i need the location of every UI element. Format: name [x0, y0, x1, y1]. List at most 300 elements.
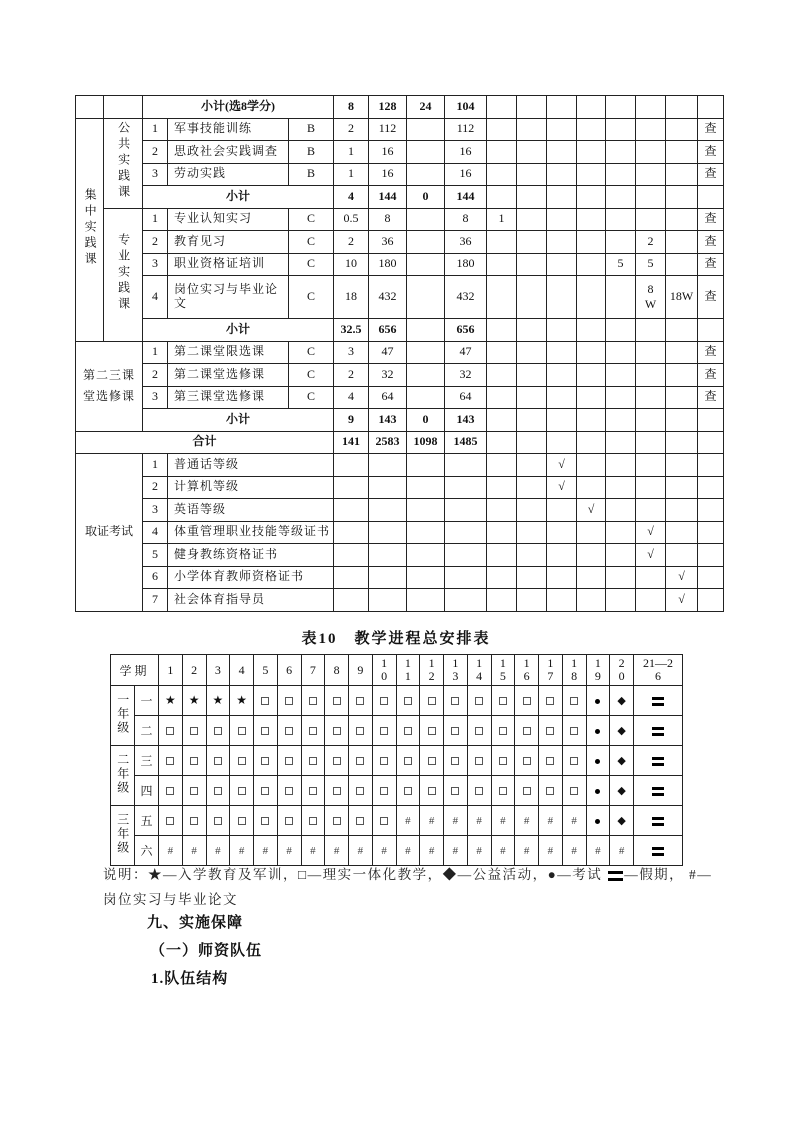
assess-cell: 查	[698, 364, 724, 387]
break-symbol	[652, 727, 664, 736]
box-symbol	[333, 727, 341, 735]
schedule-cell	[254, 746, 278, 776]
table-cell	[636, 186, 666, 209]
assess-cell: 查	[698, 386, 724, 409]
week-column-header: 11	[396, 655, 420, 686]
table-cell	[698, 566, 724, 589]
term-label: 一	[135, 686, 159, 716]
schedule-cell	[420, 746, 444, 776]
table-cell: 4	[334, 186, 369, 209]
schedule-cell	[491, 746, 515, 776]
box-symbol	[166, 757, 174, 765]
table-cell	[636, 208, 666, 231]
schedule-cell	[325, 686, 349, 716]
table-cell	[666, 364, 698, 387]
schedule-cell	[325, 776, 349, 806]
box-symbol	[333, 817, 341, 825]
table-cell: 180	[369, 253, 407, 276]
schedule-cell	[301, 776, 325, 806]
table-cell: 0.5	[334, 208, 369, 231]
schedule-cell	[562, 776, 586, 806]
table-cell	[666, 319, 698, 342]
table-row	[76, 499, 724, 522]
schedule-cell	[396, 806, 420, 836]
table-cell: 36	[369, 231, 407, 254]
table-cell: 2	[334, 118, 369, 141]
schedule-cell	[539, 686, 563, 716]
box-symbol	[404, 727, 412, 735]
table-cell: 小计(选8学分)	[143, 96, 334, 119]
table-cell: 656	[369, 319, 407, 342]
table-cell: 2	[143, 476, 168, 499]
table-cell	[666, 208, 698, 231]
table-cell: 3	[143, 386, 168, 409]
week-column-header: 18	[562, 655, 586, 686]
hash-symbol: #	[500, 815, 506, 827]
table-cell	[698, 431, 724, 454]
teaching-schedule-table	[110, 654, 683, 866]
diamond-symbol: ◆	[617, 785, 626, 797]
semester-corner-label: 学期	[111, 655, 159, 686]
table-cell	[487, 566, 517, 589]
table-cell	[517, 499, 547, 522]
grade-label: 三年级	[111, 806, 135, 866]
table-cell: 10	[334, 253, 369, 276]
table-row	[76, 319, 724, 342]
table-cell	[666, 499, 698, 522]
schedule-cell	[420, 716, 444, 746]
table-cell	[445, 476, 487, 499]
week-column-header: 20	[610, 655, 634, 686]
schedule-cell	[586, 746, 610, 776]
table-row	[76, 521, 724, 544]
schedule-table-head	[111, 655, 683, 686]
table-cell	[577, 431, 606, 454]
schedule-cell	[277, 836, 301, 866]
table-cell	[547, 253, 577, 276]
table-cell: 1	[143, 118, 168, 141]
table-cell	[547, 409, 577, 432]
schedule-cell	[396, 836, 420, 866]
week-column-header: 8	[325, 655, 349, 686]
schedule-cell	[182, 746, 206, 776]
box-symbol	[570, 757, 578, 765]
term-label: 五	[135, 806, 159, 836]
table-cell: 2	[143, 364, 168, 387]
table-cell	[577, 186, 606, 209]
table-cell	[407, 499, 445, 522]
table-cell	[407, 566, 445, 589]
table-cell	[666, 231, 698, 254]
box-symbol	[261, 757, 269, 765]
schedule-cell	[301, 836, 325, 866]
table-cell	[606, 163, 636, 186]
table-cell	[369, 454, 407, 477]
table-cell	[445, 589, 487, 612]
table-cell	[636, 589, 666, 612]
hash-symbol: #	[476, 845, 482, 857]
table-cell	[606, 141, 636, 164]
table-cell: 1	[143, 208, 168, 231]
table-cell: C	[289, 364, 334, 387]
section-heading-faculty: （一）师资队伍	[150, 943, 263, 959]
table-cell	[698, 454, 724, 477]
schedule-cell	[562, 686, 586, 716]
schedule-cell	[159, 686, 183, 716]
table-cell	[606, 276, 636, 319]
table-cell	[606, 499, 636, 522]
table-cell	[606, 231, 636, 254]
table-cell	[487, 521, 517, 544]
table-cell: 8	[369, 208, 407, 231]
schedule-cell	[539, 716, 563, 746]
table-row	[111, 686, 683, 716]
schedule-cell	[277, 746, 301, 776]
schedule-cell	[230, 776, 254, 806]
table-cell	[577, 319, 606, 342]
schedule-cell	[277, 776, 301, 806]
box-symbol	[214, 727, 222, 735]
week-column-header: 10	[372, 655, 396, 686]
week-column-header: 7	[301, 655, 325, 686]
table-cell	[636, 118, 666, 141]
schedule-cell	[301, 686, 325, 716]
table-cell: 656	[445, 319, 487, 342]
schedule-cell	[396, 716, 420, 746]
schedule-cell	[349, 776, 373, 806]
schedule-cell	[206, 776, 230, 806]
schedule-cell	[444, 746, 468, 776]
box-symbol	[356, 727, 364, 735]
course-name: 第二课堂选修课	[168, 364, 289, 387]
box-symbol	[238, 817, 246, 825]
hash-symbol: #	[405, 845, 411, 857]
schedule-cell	[159, 836, 183, 866]
schedule-cell	[539, 836, 563, 866]
table-cell	[547, 208, 577, 231]
table-cell	[698, 544, 724, 567]
table-row	[111, 806, 683, 836]
schedule-cell	[206, 746, 230, 776]
table-row	[111, 836, 683, 866]
table-cell	[517, 276, 547, 319]
schedule-cell	[539, 806, 563, 836]
table-cell: 143	[369, 409, 407, 432]
table-cell	[407, 141, 445, 164]
hash-symbol: #	[452, 845, 459, 857]
table-row	[76, 96, 724, 119]
schedule-cell	[634, 836, 683, 866]
table-cell: C	[289, 341, 334, 364]
table-row	[76, 163, 724, 186]
course-name: 计算机等级	[168, 476, 334, 499]
schedule-cell	[230, 746, 254, 776]
table-row	[76, 118, 724, 141]
schedule-cell	[396, 746, 420, 776]
box-symbol	[309, 727, 317, 735]
box-symbol	[570, 697, 578, 705]
schedule-cell	[349, 746, 373, 776]
table-cell: B	[289, 118, 334, 141]
table-cell	[636, 364, 666, 387]
course-name: 健身教练资格证书	[168, 544, 334, 567]
table-cell: 36	[445, 231, 487, 254]
hash-symbol: #	[428, 845, 435, 857]
check-cell: √	[636, 544, 666, 567]
course-name: 劳动实践	[168, 163, 289, 186]
schedule-cell	[277, 716, 301, 746]
table-cell	[517, 141, 547, 164]
table-cell	[666, 186, 698, 209]
dot-symbol	[595, 729, 600, 734]
dot-symbol	[595, 699, 600, 704]
box-symbol	[356, 817, 364, 825]
box-symbol	[523, 697, 531, 705]
table-cell	[698, 409, 724, 432]
table-cell	[517, 341, 547, 364]
box-symbol	[451, 787, 459, 795]
table-row	[111, 716, 683, 746]
box-symbol	[404, 757, 412, 765]
table-cell	[606, 521, 636, 544]
week-column-header: 19	[586, 655, 610, 686]
table-cell	[698, 521, 724, 544]
diamond-symbol: ◆	[617, 755, 626, 767]
week-column-header: 5	[254, 655, 278, 686]
box-symbol	[309, 787, 317, 795]
table-cell	[666, 476, 698, 499]
table-cell	[407, 364, 445, 387]
table-cell	[547, 364, 577, 387]
table-cell	[487, 544, 517, 567]
table-cell	[517, 476, 547, 499]
schedule-cell	[396, 776, 420, 806]
assess-cell: 查	[698, 118, 724, 141]
table-cell	[487, 341, 517, 364]
table-cell: 1098	[407, 431, 445, 454]
subgroup-label: 公共实践课	[104, 118, 143, 208]
schedule-cell	[325, 836, 349, 866]
hash-symbol: #	[357, 845, 364, 857]
hash-symbol: #	[523, 815, 530, 827]
table-cell	[104, 96, 143, 119]
schedule-table-body	[111, 686, 683, 866]
table-cell	[577, 454, 606, 477]
table-cell: 141	[334, 431, 369, 454]
table-cell	[445, 521, 487, 544]
table-cell	[487, 409, 517, 432]
schedule-cell	[254, 776, 278, 806]
hash-symbol: #	[571, 815, 577, 827]
hash-symbol: #	[191, 845, 197, 857]
table-cell: 1	[334, 141, 369, 164]
table-cell: 16	[369, 141, 407, 164]
schedule-cell	[230, 716, 254, 746]
schedule-cell	[562, 806, 586, 836]
table-row	[76, 364, 724, 387]
table-cell: 3	[334, 341, 369, 364]
table-cell	[445, 566, 487, 589]
schedule-cell	[586, 686, 610, 716]
table-cell	[407, 208, 445, 231]
table-cell	[334, 499, 369, 522]
schedule-cell	[372, 716, 396, 746]
box-symbol	[380, 697, 388, 705]
table-cell: 1	[143, 341, 168, 364]
table-cell	[407, 341, 445, 364]
table-cell	[407, 476, 445, 499]
box-symbol	[499, 757, 507, 765]
table-cell	[487, 141, 517, 164]
week-column-header: 14	[467, 655, 491, 686]
table-cell: 0	[407, 409, 445, 432]
table-cell: 1485	[445, 431, 487, 454]
table-cell	[606, 186, 636, 209]
table-cell: 2	[334, 364, 369, 387]
table-cell: 16	[445, 141, 487, 164]
table-cell	[334, 566, 369, 589]
grade-label: 一年级	[111, 686, 135, 746]
table-cell	[666, 386, 698, 409]
table-cell	[547, 521, 577, 544]
table-cell	[577, 253, 606, 276]
hash-symbol: #	[476, 815, 482, 827]
table-cell	[547, 186, 577, 209]
table-cell: C	[289, 231, 334, 254]
table-cell: 9	[334, 409, 369, 432]
table-cell	[547, 544, 577, 567]
table-cell	[666, 163, 698, 186]
hash-symbol: #	[595, 845, 601, 857]
group-label: 集中实践课	[76, 118, 104, 341]
hash-symbol: #	[310, 845, 316, 857]
table-cell	[577, 566, 606, 589]
table-cell	[577, 589, 606, 612]
legend	[103, 862, 715, 912]
schedule-cell	[610, 776, 634, 806]
check-cell: √	[636, 521, 666, 544]
table-cell	[369, 521, 407, 544]
table-cell: 3	[143, 253, 168, 276]
table-cell	[606, 544, 636, 567]
box-symbol	[285, 697, 293, 705]
table-cell	[698, 589, 724, 612]
box-symbol	[428, 787, 436, 795]
week-column-header: 3	[206, 655, 230, 686]
table-cell: 47	[445, 341, 487, 364]
table-row	[111, 746, 683, 776]
table-cell	[636, 96, 666, 119]
table-cell	[487, 96, 517, 119]
schedule-cell	[467, 746, 491, 776]
box-symbol	[309, 697, 317, 705]
box-symbol	[285, 757, 293, 765]
table-cell	[445, 454, 487, 477]
table-cell: 4	[334, 386, 369, 409]
table-row	[76, 386, 724, 409]
table-row	[76, 409, 724, 432]
hash-symbol: #	[452, 815, 459, 827]
table-cell	[577, 364, 606, 387]
course-name: 普通话等级	[168, 454, 334, 477]
week-column-header: 4	[230, 655, 254, 686]
schedule-cell	[539, 746, 563, 776]
box-symbol	[190, 757, 198, 765]
term-label: 六	[135, 836, 159, 866]
table-cell	[487, 118, 517, 141]
box-symbol	[499, 787, 507, 795]
course-name: 第三课堂选修课	[168, 386, 289, 409]
schedule-cell	[372, 776, 396, 806]
schedule-cell	[349, 716, 373, 746]
table-cell: 18W	[666, 276, 698, 319]
table-cell	[666, 141, 698, 164]
table-cell	[666, 253, 698, 276]
box-symbol	[166, 727, 174, 735]
table-row	[76, 208, 724, 231]
table-cell: B	[289, 141, 334, 164]
table-cell: 4	[143, 276, 168, 319]
schedule-cell	[182, 686, 206, 716]
break-symbol	[652, 847, 664, 856]
table-cell: 32	[369, 364, 407, 387]
table-cell	[606, 454, 636, 477]
table-cell	[547, 141, 577, 164]
table-cell: 112	[445, 118, 487, 141]
schedule-cell	[515, 716, 539, 746]
course-name: 岗位实习与毕业论文	[168, 276, 289, 319]
table-cell	[407, 544, 445, 567]
star-symbol: ★	[165, 693, 176, 707]
schedule-cell	[562, 716, 586, 746]
table-cell: 5	[143, 544, 168, 567]
schedule-cell	[325, 716, 349, 746]
hash-symbol: #	[405, 815, 411, 827]
table-cell: 47	[369, 341, 407, 364]
table-cell	[487, 499, 517, 522]
diamond-symbol: ◆	[617, 695, 626, 707]
check-cell: √	[666, 566, 698, 589]
table-cell: C	[289, 253, 334, 276]
box-symbol	[333, 697, 341, 705]
table-cell: 104	[445, 96, 487, 119]
schedule-cell	[420, 776, 444, 806]
table-cell	[577, 386, 606, 409]
box-symbol	[333, 757, 341, 765]
table-cell	[606, 386, 636, 409]
box-symbol	[238, 787, 246, 795]
schedule-cell	[159, 746, 183, 776]
box-symbol	[309, 757, 317, 765]
course-table-body	[76, 96, 724, 612]
table-cell	[334, 476, 369, 499]
diamond-symbol: ◆	[617, 815, 626, 827]
schedule-cell	[491, 806, 515, 836]
schedule-cell	[515, 746, 539, 776]
box-symbol	[380, 787, 388, 795]
table-cell	[487, 386, 517, 409]
table-cell	[666, 431, 698, 454]
table-cell	[666, 341, 698, 364]
table-cell	[606, 476, 636, 499]
legend-text-after: —假期， #—岗位实习与毕业论文	[103, 867, 713, 907]
table-cell	[636, 386, 666, 409]
table-cell	[577, 118, 606, 141]
table-cell: C	[289, 276, 334, 319]
box-symbol	[475, 757, 483, 765]
table-cell	[487, 476, 517, 499]
course-summary-table	[75, 95, 724, 612]
